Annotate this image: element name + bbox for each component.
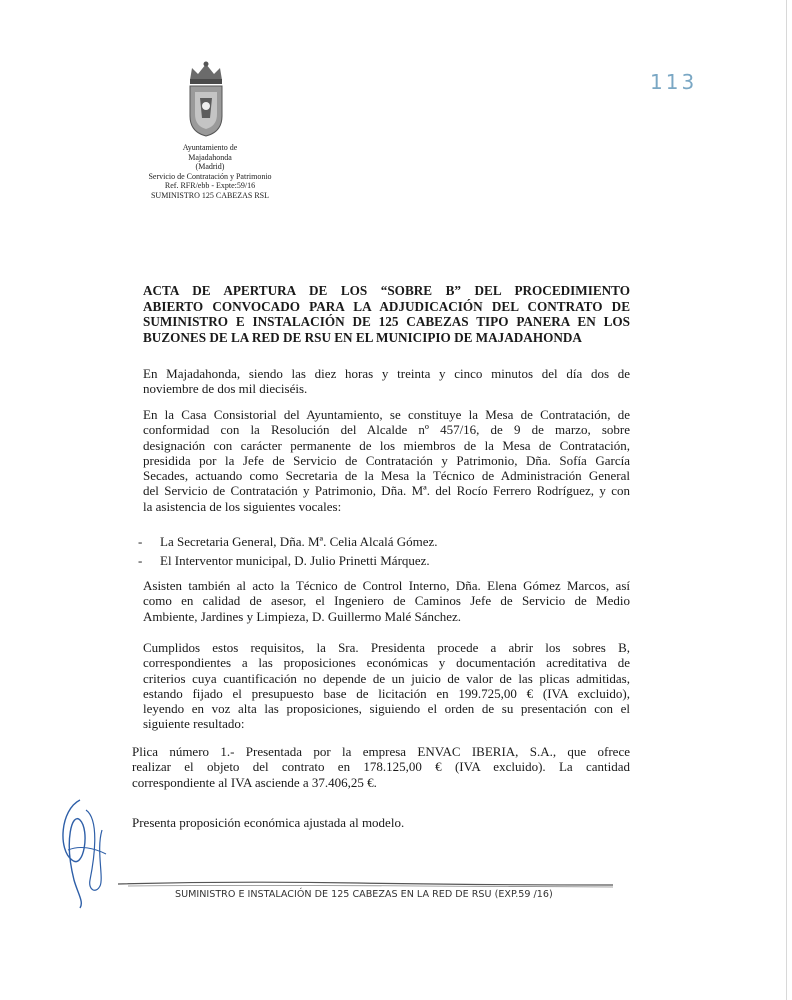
text-line: Cumplidos estos requisitos, la Sra. Presidenta procede a abrir los sobres B, [143, 640, 630, 655]
title-line: ACTA DE APERTURA DE LOS “SOBRE B” DEL PROCEDIMIENTO [143, 283, 630, 298]
text-line: conformidad con la Resolución del Alcalde nº 457/16, de 9 de marzo, sobre [143, 422, 630, 438]
page-edge [786, 0, 787, 1000]
header-line: Ayuntamiento de [182, 143, 238, 152]
paragraph-constitution [143, 407, 630, 514]
paragraph-model [132, 815, 619, 830]
text-line: como en calidad de asesor, el Ingeniero de Caminos Jefe de Servicio de Medio [143, 593, 630, 609]
text-line: siguiente resultado: [143, 716, 245, 732]
header-line: (Madrid) [195, 162, 225, 171]
text-line: Plica número 1.- Presentada por la empresa ENVAC IBERIA, S.A., que ofrece [132, 744, 630, 759]
title-line: BUZONES DE LA RED DE RSU EN EL MUNICIPIO DE MAJADAHONDA [143, 329, 582, 345]
title-line: ABIERTO CONVOCADO PARA LA ADJUDICACIÓN DEL CONTRATO DE [143, 298, 630, 314]
text-line: del Servicio de Contratación y Patrimonio, Dña. Mª. del Rocío Ferrero Rodríguez, y con [143, 483, 630, 499]
coat-of-arms-icon [182, 58, 230, 138]
vocales-list [138, 532, 438, 570]
header-line: Majadahonda [188, 152, 232, 162]
footer-rule [118, 880, 613, 888]
page-number: 113 [650, 70, 698, 94]
text-line: Asisten también al acto la Técnico de Control Interno, Dña. Elena Gómez Marcos, así [143, 578, 630, 593]
signature-icon [50, 790, 120, 910]
document-title [143, 283, 630, 345]
header-line: Ref. RFR/ebb - Expte:59/16 [164, 181, 256, 190]
text-line: noviembre de dos mil dieciséis. [143, 381, 308, 397]
paragraph-opening [143, 366, 630, 397]
text-line: presidida por la Jefe de Servicio de Contratación y Patrimonio, Dña. Sofía García [143, 452, 630, 468]
text-line: Secades, actuando como Secretaria de la Mesa la Técnico de Administración General [143, 468, 630, 484]
paragraph-plica-1 [132, 744, 630, 790]
list-item: - El Interventor municipal, D. Julio Prinetti Márquez. [138, 551, 438, 570]
footer-text: SUMINISTRO E INSTALACIÓN DE 125 CABEZAS EN LA RED DE RSU (EXP.59 /16) [175, 889, 553, 900]
text-line: leyendo en voz alta las proposiciones, siguiendo el orden de su presentación con el [143, 701, 630, 717]
text-line: criterios cuya cuantificación no depende de un juicio de valor de las plicas admitidas, [143, 670, 630, 686]
text-line: la asistencia de los siguientes vocales: [143, 498, 342, 514]
text-line: Ambiente, Jardines y Limpieza, D. Guillermo Malé Sánchez. [143, 608, 462, 624]
header-block [120, 143, 300, 200]
list-item: - La Secretaria General, Dña. Mª. Celia Alcalá Gómez. [138, 532, 438, 551]
text-line: correspondiente al IVA asciende a 37.406,25 €. [132, 774, 377, 790]
text-line: estando fijado el presupuesto base de licitación en 199.725,00 € (IVA excluido), [143, 685, 630, 701]
text-line: realizar el objeto del contrato en 178.125,00 € (IVA excluido). La cantidad [132, 759, 630, 775]
title-line: SUMINISTRO E INSTALACIÓN DE 125 CABEZAS TIPO PANERA EN LOS [143, 314, 630, 329]
text-line: correspondientes a las proposiciones económicas y documentación acreditativa de [143, 655, 630, 671]
header-line: SUMINISTRO 125 CABEZAS RSL [150, 190, 269, 200]
paragraph-attendees [143, 578, 630, 624]
text-line: En Majadahonda, siendo las diez horas y treinta y cinco minutos del día dos de [143, 366, 630, 381]
paragraph-opening-envelopes [143, 640, 630, 732]
text-line: designación con carácter permanente de los miembros de la Mesa de Contratación, [143, 437, 630, 453]
text-line: Presenta proposición económica ajustada al modelo. [132, 815, 405, 830]
header-line: Servicio de Contratación y Patrimonio [148, 171, 272, 181]
text-line: En la Casa Consistorial del Ayuntamiento, se constituye la Mesa de Contratación, de [143, 407, 630, 422]
